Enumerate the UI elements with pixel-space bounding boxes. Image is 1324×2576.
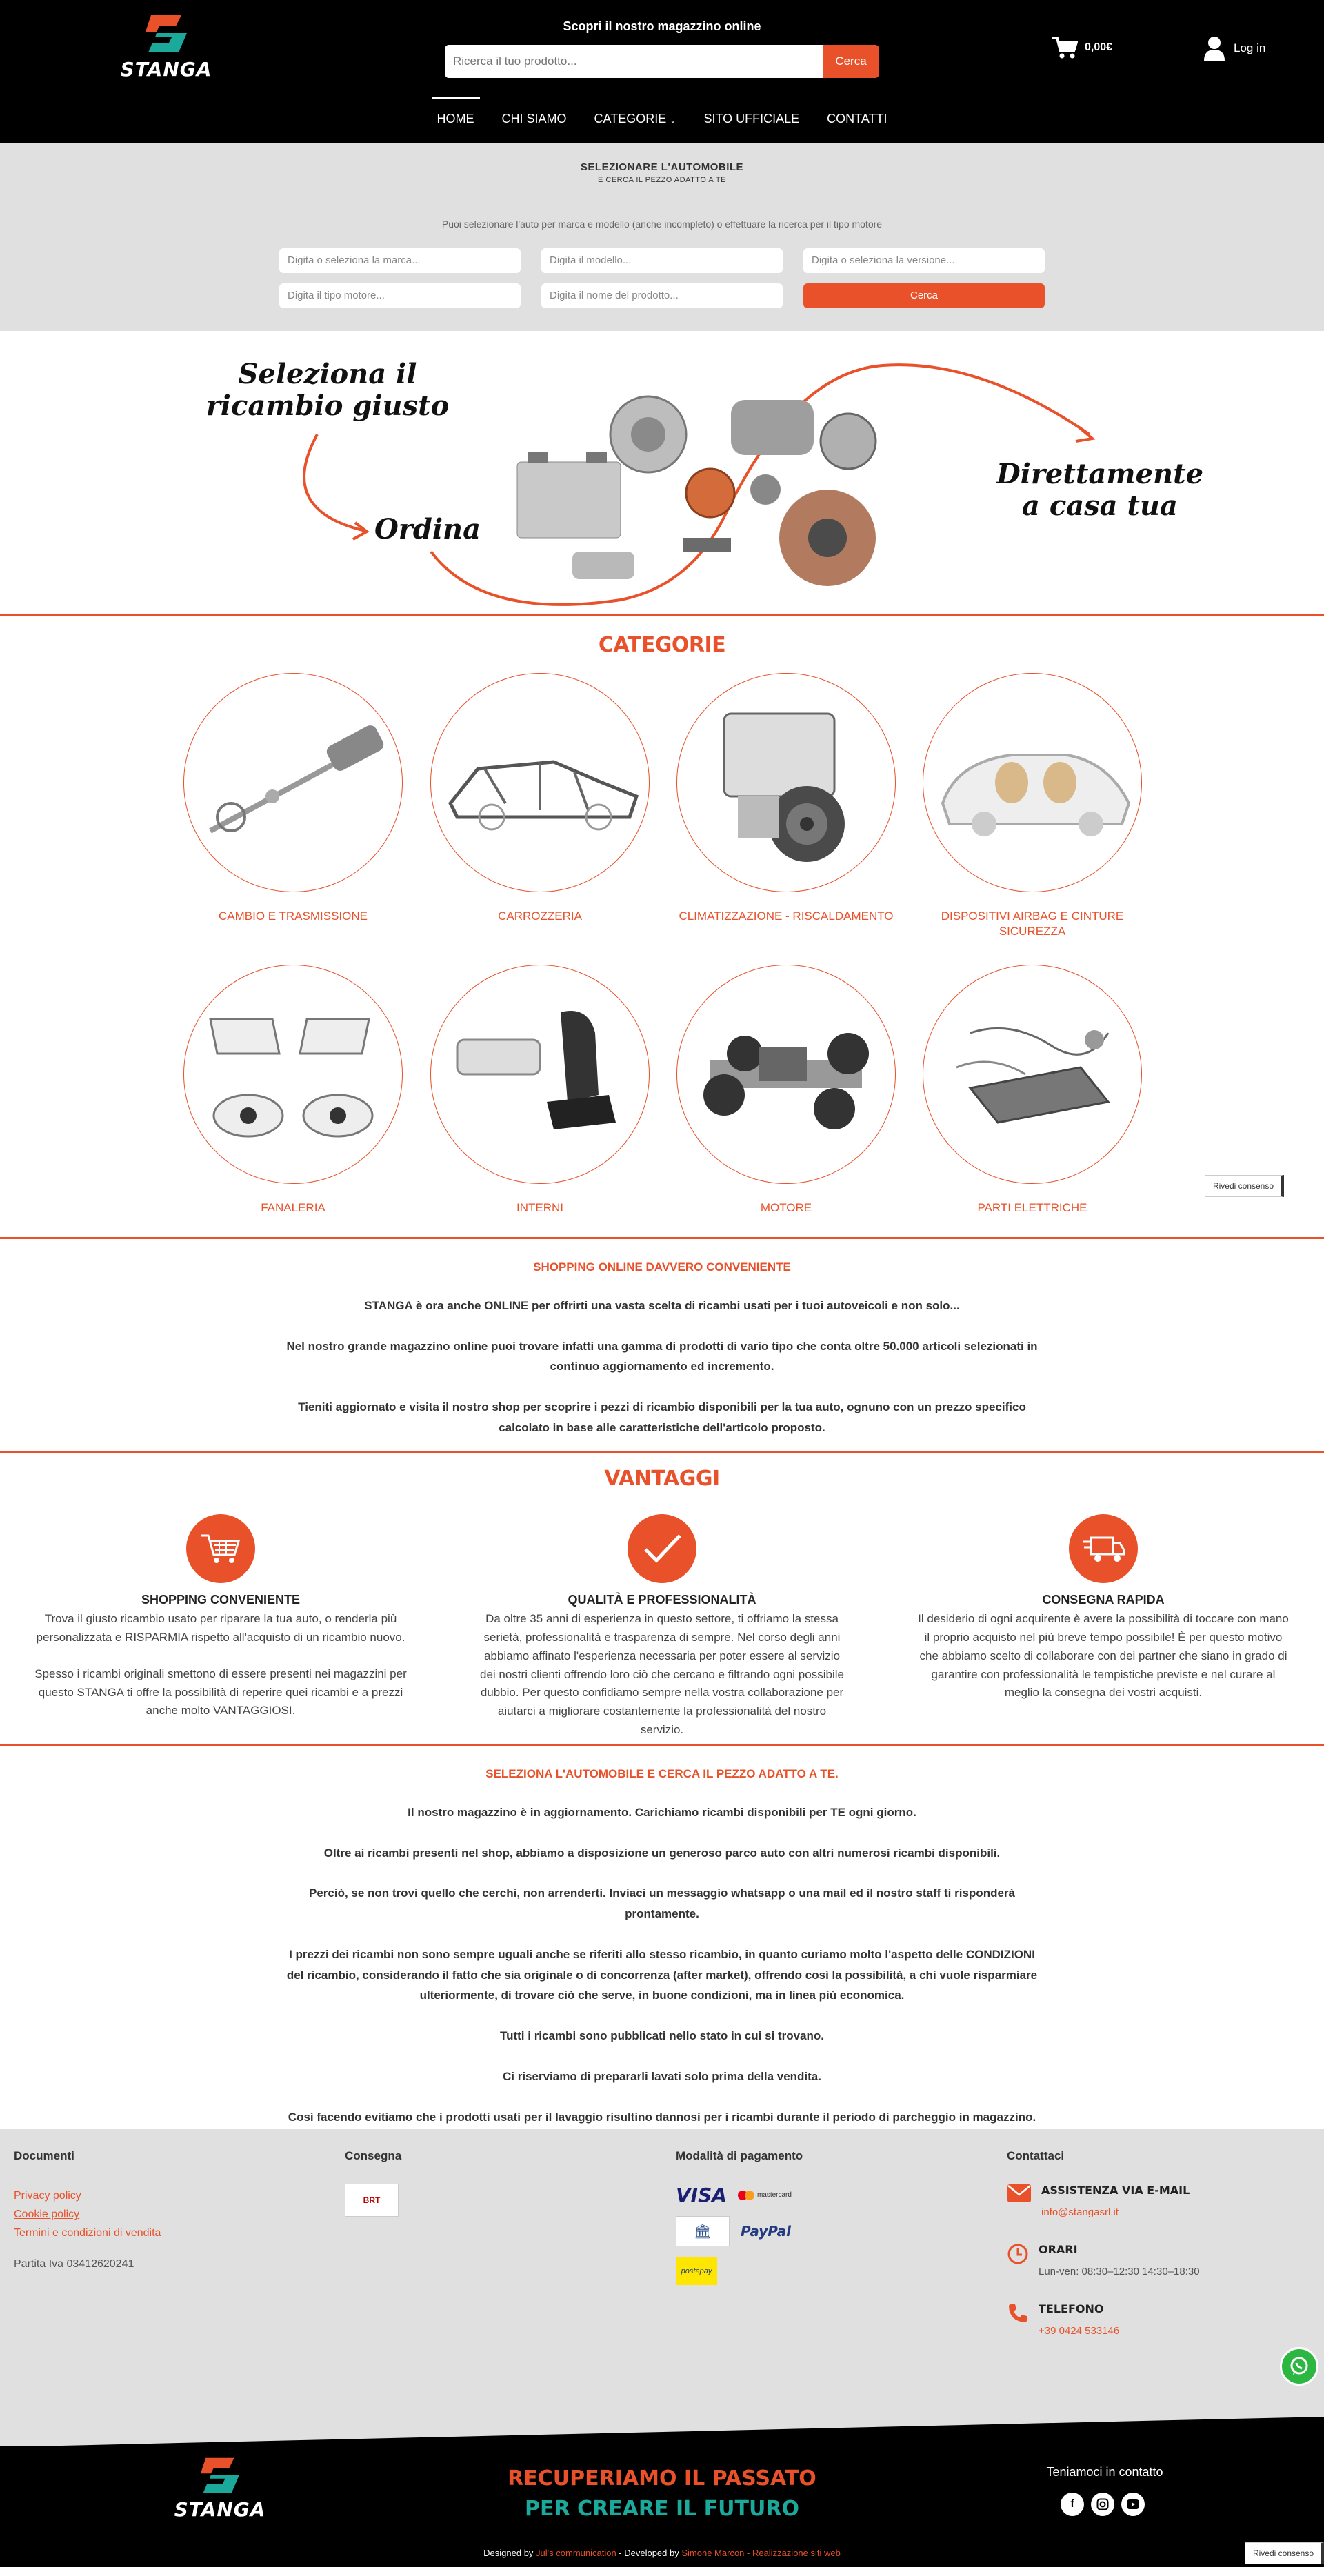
bank-transfer-logo: 🏛: [676, 2216, 730, 2246]
category-label: CLIMATIZZAZIONE - RISCALDAMENTO: [679, 909, 894, 923]
consent-button[interactable]: Rivedi consenso: [1205, 1175, 1284, 1197]
cart-icon: [1052, 36, 1078, 59]
car-seat-icon: [443, 992, 636, 1157]
category-fanaleria[interactable]: [183, 965, 403, 1216]
whatsapp-button[interactable]: [1280, 2347, 1318, 2386]
login-button[interactable]: [1203, 36, 1265, 61]
category-label: INTERNI: [516, 1201, 563, 1214]
hours-value: Lun-ven: 08:30–12:30 14:30–18:30: [1039, 2266, 1200, 2277]
engine-field[interactable]: Digita il tipo motore...: [279, 283, 521, 308]
category-carrozzeria[interactable]: [430, 673, 650, 924]
footer-documents: [14, 2149, 161, 2271]
contact-email: [1007, 2184, 1200, 2218]
contact-phone: [1007, 2302, 1200, 2337]
category-climatizzazione[interactable]: [676, 673, 896, 924]
nav-categorie[interactable]: [581, 97, 690, 143]
chevron-down-icon: ⌄: [670, 117, 676, 125]
category-image: [923, 673, 1142, 892]
checkmark-icon: [628, 1514, 696, 1583]
search-input[interactable]: [445, 45, 823, 78]
vantaggio-text: Il desiderio di ogni acquirente è avere la possibilità di toccare con mano il proprio acquisto nel più breve tempo possibile! È per questo motivo che abbiamo scelto di collaborare con dei partner che siano in grado di garantire con professionalità le tempistiche previste e nel curare al meglio la consegna dei vostri acquisti.: [918, 1612, 1289, 1700]
shopping-paragraph: Tieniti aggiornato e visita il nostro shop per scoprire i pezzi di ricambio disponibili per la tua auto, ognuno con un prezzo specifico calcolato in base alle caratteristiche dell'articolo proposto.: [298, 1400, 1026, 1434]
mastercard-logo: [738, 2191, 792, 2200]
category-image: [183, 673, 403, 892]
credits-developed: - Developed by: [616, 2548, 682, 2558]
slanted-edge: [0, 2417, 1324, 2447]
engine-chassis-icon: [683, 1005, 890, 1143]
clock-icon: [1007, 2243, 1029, 2265]
category-image: [676, 965, 896, 1184]
email-title: ASSISTENZA VIA E-MAIL: [1041, 2184, 1190, 2197]
motto-line-1: RECUPERIAMO IL PASSATO: [508, 2466, 816, 2491]
documents-title: Documenti: [14, 2149, 74, 2162]
privacy-policy-link[interactable]: Privacy policy: [14, 2190, 81, 2202]
hours-title: ORARI: [1039, 2243, 1078, 2256]
version-field[interactable]: Digita o seleziona la versione...: [803, 248, 1045, 273]
category-label: PARTI ELETTRICHE: [977, 1201, 1087, 1214]
envelope-icon: [1007, 2184, 1032, 2203]
car-selector: [0, 143, 1324, 331]
ac-compressor-icon: [696, 693, 876, 872]
category-label: DISPOSITIVI AIRBAG E CINTURE SICUREZZA: [941, 909, 1124, 938]
seleziona-paragraph: Oltre ai ricambi presenti nel shop, abbiamo a disposizione un generoso parco auto con altri numerosi ricambi disponibili.: [323, 1846, 1001, 1860]
vantaggi-columns: [0, 1491, 1324, 1740]
footer-bottom: [0, 2446, 1324, 2567]
motto-line-2: PER CREARE IL FUTURO: [525, 2497, 799, 2521]
vat-number: Partita Iva 03412620241: [14, 2257, 134, 2270]
youtube-icon[interactable]: [1121, 2493, 1145, 2516]
selector-search-button[interactable]: Cerca: [803, 283, 1045, 308]
category-image: [430, 673, 650, 892]
category-label: CAMBIO E TRASMISSIONE: [218, 909, 368, 923]
category-cambio[interactable]: [183, 673, 403, 924]
vantaggio-shopping: [0, 1514, 441, 1740]
contacts-title: Contattaci: [1007, 2149, 1065, 2162]
car-body-icon: [437, 721, 643, 845]
hero-illustration: [0, 331, 1324, 616]
vantaggio-qualita: [441, 1514, 883, 1740]
terms-link[interactable]: Termini e condizioni di vendita: [14, 2227, 161, 2240]
nav-sito-ufficiale[interactable]: SITO UFFICIALE: [703, 112, 800, 125]
courier-logo: [345, 2184, 399, 2217]
footer-info: [0, 2129, 1324, 2446]
category-motore[interactable]: [676, 965, 896, 1216]
logo-s-icon: [139, 12, 194, 57]
shopping-section: [0, 1239, 1324, 1451]
selector-title: SELEZIONARE L'AUTOMOBILE: [580, 161, 744, 173]
seleziona-paragraph: Tutti i ricambi sono pubblicati nello stato in cui si trovano.: [499, 2029, 825, 2042]
footer-contacts: [1007, 2149, 1200, 2337]
vantaggio-title: SHOPPING CONVENIENTE: [141, 1593, 301, 1607]
seleziona-paragraph: Perciò, se non trovi quello che cerchi, non arrenderti. Inviaci un messaggio whatsapp o una mail ed il nostro staff ti risponderà prontamente.: [308, 1886, 1015, 1920]
seleziona-section: [0, 1746, 1324, 2129]
shopping-paragraph: Nel nostro grande magazzino online puoi trovare infatti una gamma di prodotti di vario tipo che conta oltre 50.000 articoli selezionati in continuo aggiornamento ed incremento.: [286, 1339, 1038, 1373]
category-image: [430, 965, 650, 1184]
hero-banner: [0, 331, 1324, 616]
vantaggio-consegna: [883, 1514, 1324, 1740]
category-label: CARROZZERIA: [498, 909, 582, 923]
shopping-title: SHOPPING ONLINE DAVVERO CONVENIENTE: [533, 1260, 791, 1274]
hero-text-select: Seleziona il ricambio giusto: [205, 358, 450, 422]
product-name-field[interactable]: Digita il nome del prodotto...: [541, 283, 783, 308]
footer-payment: [676, 2149, 803, 2285]
headlights-icon: [197, 998, 390, 1150]
selector-description: Puoi selezionare l'auto per marca e modello (anche incompleto) o effettuare la ricerca per il tipo motore: [441, 219, 883, 230]
airbag-car-icon: [929, 721, 1136, 845]
model-field[interactable]: Digita il modello...: [541, 248, 783, 273]
developer-link[interactable]: Simone Marcon - Realizzazione siti web: [681, 2548, 841, 2558]
selector-subtitle: E CERCA IL PEZZO ADATTO A TE: [598, 176, 726, 184]
phone-title: TELEFONO: [1039, 2302, 1104, 2315]
category-airbag[interactable]: [922, 673, 1143, 939]
social-links: [1061, 2493, 1145, 2516]
nav-home[interactable]: HOME: [423, 97, 488, 143]
seleziona-paragraph: Ci riserviamo di prepararli lavati solo prima della vendita.: [502, 2069, 821, 2083]
seleziona-title: SELEZIONA L'AUTOMOBILE E CERCA IL PEZZO ADATTO A TE.: [485, 1767, 839, 1780]
categories-section: [0, 616, 1324, 1237]
vantaggi-section: [0, 1453, 1324, 1744]
facebook-icon[interactable]: f: [1061, 2493, 1084, 2516]
consent-button-bottom[interactable]: Rivedi consenso: [1245, 2542, 1324, 2564]
email-link[interactable]: info@stangasrl.it: [1041, 2206, 1119, 2218]
nav-chi-siamo[interactable]: CHI SIAMO: [501, 112, 567, 125]
category-image: [923, 965, 1142, 1184]
main-nav: [0, 97, 1324, 143]
brand-field[interactable]: Digita o seleziona la marca...: [279, 248, 521, 273]
cart-icon: [186, 1514, 255, 1583]
nav-categorie-label: CATEGORIE: [594, 112, 667, 125]
truck-icon: [1069, 1514, 1138, 1583]
postepay-label: postepay: [681, 2267, 712, 2275]
vantaggio-title: QUALITÀ E PROFESSIONALITÀ: [568, 1593, 756, 1607]
phone-link[interactable]: +39 0424 533146: [1039, 2325, 1120, 2337]
seleziona-paragraph: I prezzi dei ricambi non sono sempre uguali anche se riferiti allo stesso ricambio, in quanto curiamo molto l'aspetto delle CONDIZIONI del ricambio, considerando il fatto che sia originale o di concorrenza (after market), offrendo così la possibilità, a chi vuole risparmiare ulteriormente, di trovare ciò che serve, in buone condizioni, ma in linea più economica.: [286, 1947, 1038, 2002]
categories-title: CATEGORIE: [598, 633, 726, 657]
transmission-icon: [190, 714, 397, 852]
electrical-parts-icon: [929, 1005, 1136, 1143]
category-interni[interactable]: [430, 965, 650, 1216]
header-search: [445, 45, 879, 78]
search-button[interactable]: Cerca: [823, 45, 879, 78]
cart-total: 0,00€: [1085, 41, 1113, 53]
agency-link[interactable]: Jul's communication: [536, 2548, 616, 2558]
user-icon: [1203, 36, 1225, 61]
mastercard-label: mastercard: [756, 2191, 792, 2199]
shop-title: Scopri il nostro magazzino online: [563, 19, 761, 33]
vantaggio-title: CONSEGNA RAPIDA: [1042, 1593, 1165, 1607]
selector-fields: [279, 248, 1045, 308]
vantaggio-text: Spesso i ricambi originali smettono di essere presenti nei magazzini per questo STANGA ti offre la possibilità di reperire quei ricambi e a prezzi anche molto VANTAGGIOSI.: [34, 1667, 407, 1718]
site-credits: [0, 2548, 1324, 2558]
visa-logo: VISA: [676, 2184, 727, 2206]
courier-name: BRT: [363, 2195, 381, 2205]
vantaggi-title: VANTAGGI: [604, 1467, 720, 1491]
contact-hours: [1007, 2243, 1200, 2277]
seleziona-paragraph: Così facendo evitiamo che i prodotti usati per il lavaggio risultino dannosi per i ricambi durante il periodo di parcheggio in magazzino.: [288, 2110, 1036, 2124]
shopping-paragraph: STANGA è ora anche ONLINE per offrirti una vasta scelta di ricambi usati per i tuoi autoveicoli e non solo...: [364, 1298, 960, 1312]
whatsapp-icon: [1289, 2356, 1310, 2377]
instagram-icon[interactable]: [1091, 2493, 1114, 2516]
seleziona-paragraph: Il nostro magazzino è in aggiornamento. Carichiamo ricambi disponibili per TE ogni giorno.: [408, 1805, 916, 1819]
cookie-policy-link[interactable]: Cookie policy: [14, 2208, 80, 2221]
footer-delivery: [345, 2149, 401, 2217]
category-image: [183, 965, 403, 1184]
delivery-title: Consegna: [345, 2149, 402, 2162]
category-label: FANALERIA: [261, 1201, 325, 1214]
cart-button[interactable]: [1052, 36, 1112, 59]
category-label: MOTORE: [760, 1201, 812, 1214]
hero-text-delivery: Direttamente a casa tua: [996, 458, 1204, 522]
logo-text: STANGA: [120, 58, 212, 81]
category-parti-elettriche[interactable]: [922, 965, 1143, 1216]
payment-title: Modalità di pagamento: [676, 2149, 803, 2162]
hero-text-order: Ordina: [374, 513, 481, 545]
site-logo[interactable]: [117, 12, 215, 81]
credits-designed: Designed by: [483, 2548, 536, 2558]
footer-logo-text: STANGA: [174, 2498, 266, 2521]
login-label: Log in: [1234, 41, 1266, 54]
site-header: [0, 0, 1324, 143]
phone-icon: [1007, 2302, 1029, 2324]
paypal-logo: PayPal: [741, 2223, 792, 2240]
vantaggio-text: Da oltre 35 anni di esperienza in questo settore, ti offriamo la stessa serietà, professionalità e trasparenza di sempre. Nel corso degli anni abbiamo affinato l'esperienza necessaria per poter essere al servizio dei nostri clienti offrendo loro ciò che cercano e filtrando ogni possibile dubbio. Per questo confidiamo sempre nella vostra collaborazione per aiutarci a migliorare costantemente la professionalità del nostro servizio.: [480, 1612, 844, 1737]
nav-contatti[interactable]: CONTATTI: [827, 112, 887, 125]
vantaggio-text: Trova il giusto ricambio usato per riparare la tua auto, o renderla più personalizzata e RISPARMIA rispetto all'acquisto di un ricambio nuovo.: [36, 1612, 405, 1644]
category-image: [676, 673, 896, 892]
postepay-logo: [676, 2257, 717, 2285]
follow-us: Teniamoci in contatto: [1046, 2465, 1163, 2479]
